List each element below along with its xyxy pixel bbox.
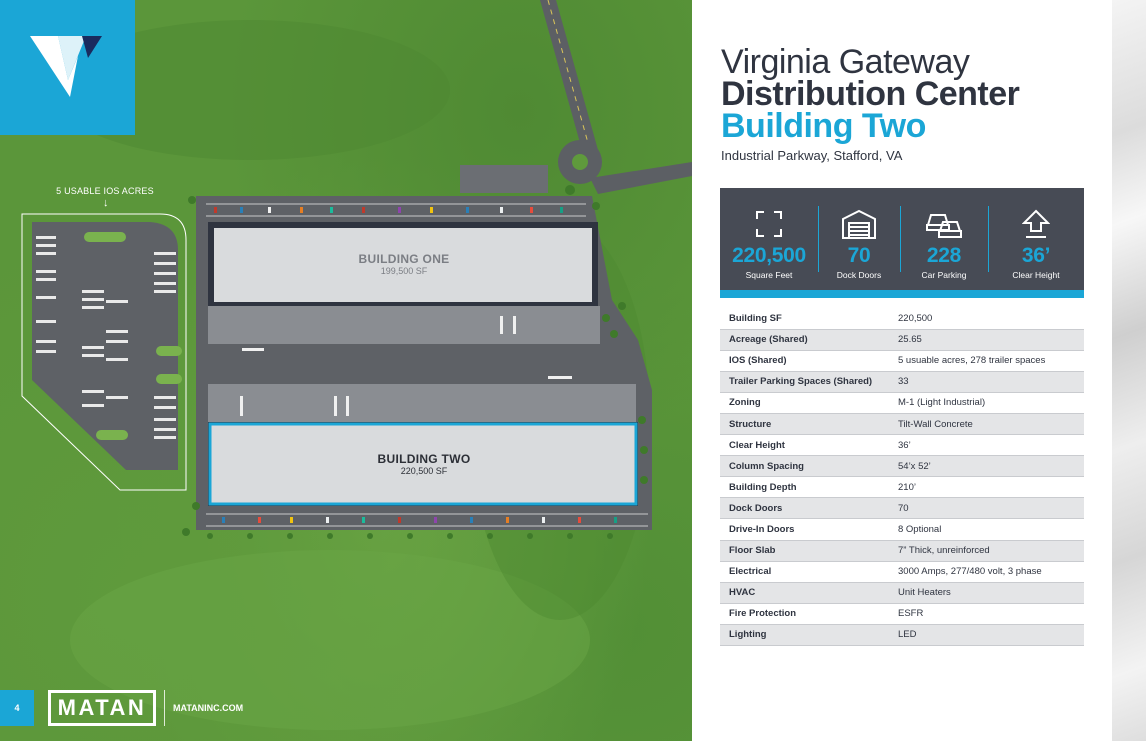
spec-key: HVAC [720,582,889,603]
building-two-sf: 220,500 SF [400,466,448,476]
spec-key: Acreage (Shared) [720,329,889,350]
spec-key: Structure [720,413,889,434]
dock-door-icon [841,208,877,240]
spec-value: 25.65 [889,329,1084,350]
table-row [720,392,1084,413]
spec-value: 220,500 [889,308,1084,329]
table-row [720,603,1084,624]
spec-key: Zoning [720,392,889,413]
stat-value: 228 [926,244,962,267]
stat-clear-height [988,188,1084,290]
stat-square-feet [720,188,818,290]
spec-value: ESFR [889,603,1084,624]
spec-key: Drive-In Doors [720,519,889,540]
spec-key: Building Depth [720,477,889,498]
stat-label: Dock Doors [836,270,882,280]
spec-key: Clear Height [720,435,889,456]
building-one-label [212,252,596,276]
title-line-1: Virginia Gateway [721,43,970,81]
website-link[interactable]: MATANINC.COM [164,690,243,726]
cars-icon [924,208,964,240]
table-row [720,624,1084,645]
spec-value: 70 [889,498,1084,519]
spec-key: Floor Slab [720,540,889,561]
expand-corners-icon [755,208,783,240]
down-arrow-icon: ↓ [103,197,109,209]
stat-dock-doors [818,188,900,290]
spec-value: 3000 Amps, 277/480 volt, 3 phase [889,561,1084,582]
table-row [720,329,1084,350]
specifications-table [720,308,1084,646]
spec-key: Dock Doors [720,498,889,519]
spec-value: M-1 (Light Industrial) [889,392,1084,413]
v-logo-icon [0,0,135,135]
table-row [720,413,1084,434]
table-row [720,456,1084,477]
page-number: 4 [0,690,34,726]
property-info-panel [692,0,1112,741]
spec-value: 5 usuable acres, 278 trailer spaces [889,350,1084,371]
spec-key: Lighting [720,624,889,645]
table-row [720,519,1084,540]
spec-value: 33 [889,371,1084,392]
spec-value: 210’ [889,477,1084,498]
table-row [720,540,1084,561]
matan-logo: MATAN [48,690,156,726]
table-row [720,498,1084,519]
table-row [720,582,1084,603]
stat-value: 36’ [1021,244,1051,267]
up-arrow-height-icon [1022,208,1050,240]
ios-acres-label: 5 USABLE IOS ACRES [56,186,154,196]
spec-key: Column Spacing [720,456,889,477]
building-two-label [212,452,636,476]
building-two-name: BUILDING TWO [377,452,471,466]
stat-label: Square Feet [745,270,793,280]
stat-label: Car Parking [921,270,967,280]
property-address: Industrial Parkway, Stafford, VA [721,148,903,163]
table-row [720,561,1084,582]
spec-value: Unit Heaters [889,582,1084,603]
spec-value: 7” Thick, unreinforced [889,540,1084,561]
spec-key: Building SF [720,308,889,329]
spec-value: LED [889,624,1084,645]
spec-value: Tilt-Wall Concrete [889,413,1084,434]
table-row [720,477,1084,498]
stats-bar [720,188,1084,298]
table-row [720,350,1084,371]
stat-car-parking [900,188,988,290]
spec-key: IOS (Shared) [720,350,889,371]
stat-value: 220,500 [732,244,806,267]
table-row [720,308,1084,329]
spec-key: Fire Protection [720,603,889,624]
decorative-marble-strip [1112,0,1146,741]
spec-value: 36’ [889,435,1084,456]
stat-label: Clear Height [1012,270,1060,280]
title-line-2: Distribution Center [721,75,1020,113]
title-line-3: Building Two [721,107,926,145]
building-one-sf: 199,500 SF [380,266,428,276]
spec-value: 54’x 52’ [889,456,1084,477]
table-row [720,371,1084,392]
building-one-name: BUILDING ONE [358,252,450,266]
spec-value: 8 Optional [889,519,1084,540]
spec-key: Electrical [720,561,889,582]
spec-key: Trailer Parking Spaces (Shared) [720,371,889,392]
brand-logo-tile [0,0,135,135]
table-row [720,435,1084,456]
stat-value: 70 [847,244,871,267]
